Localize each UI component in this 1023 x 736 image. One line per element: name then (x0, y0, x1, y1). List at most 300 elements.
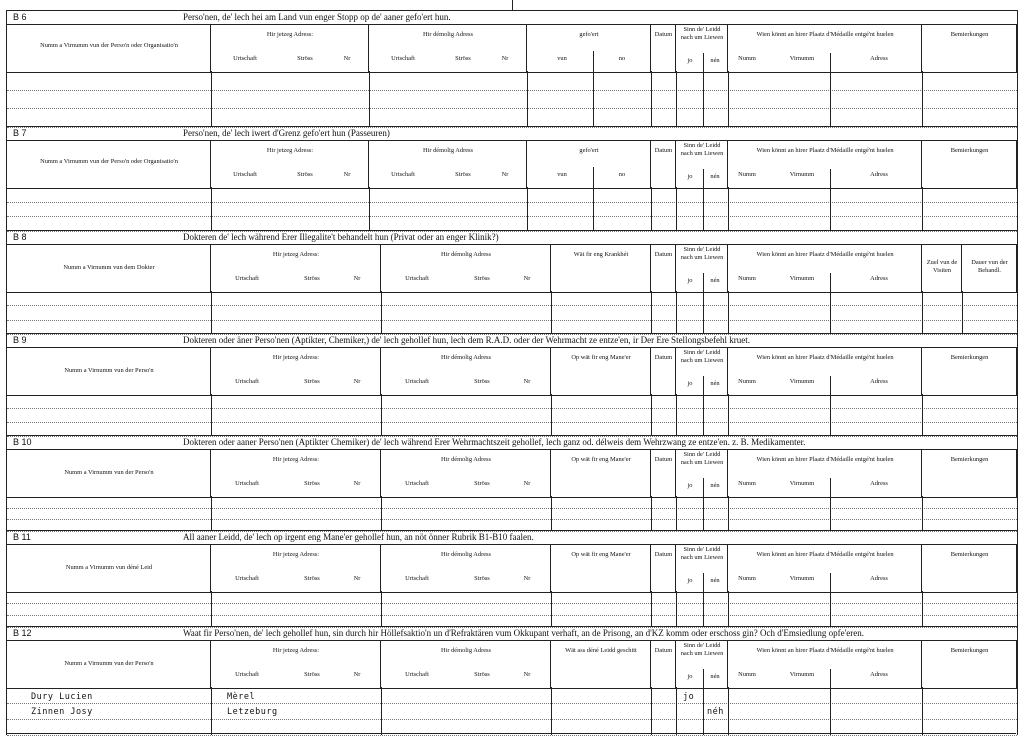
column-caption: Hir jetzeg Adress: (272, 647, 320, 654)
divider (703, 273, 704, 292)
street-label: Ströss (474, 275, 490, 282)
sheet-bottom-border (6, 733, 1016, 734)
column-rule (676, 496, 677, 531)
nr-label: Nr (501, 171, 509, 178)
column-sense (676, 545, 728, 592)
column-date (651, 545, 676, 592)
column-caption: Bemierkungen (950, 147, 989, 154)
nr-label: Nr (343, 171, 351, 178)
nr-label: Nr (353, 480, 361, 487)
column-sense (676, 348, 728, 395)
yes-label: jo (687, 57, 693, 64)
column-rule (728, 187, 729, 231)
medal-name-label: Numm (738, 575, 756, 582)
column-rule (922, 687, 923, 735)
column-rule (527, 71, 528, 127)
no-label: nén (710, 673, 720, 680)
column-cur (211, 25, 369, 72)
medal-name-label: Numm (738, 378, 756, 385)
column-rule (381, 394, 382, 436)
street-label: Ströss (304, 575, 320, 582)
divider (703, 478, 704, 497)
table-row (7, 687, 1017, 704)
column-caption: Sinn de' Leidd nach um Liewen (680, 546, 724, 561)
column-caption: Wien könnt an hirer Plaatz d'Médaille entgé'nt huelen (756, 31, 894, 38)
street-label: Ströss (474, 671, 490, 678)
column-rule (703, 394, 704, 436)
divider (593, 167, 594, 187)
column-rule (703, 71, 704, 127)
column-caption: Hir démolig Adress (440, 251, 492, 258)
column-caption: Wien könnt an hirer Plaatz d'Médaille entgé'nt huelen (756, 147, 894, 154)
section-header (7, 347, 1017, 396)
column-rule (551, 687, 552, 735)
column-rule (922, 291, 923, 334)
street-label: Ströss (304, 378, 320, 385)
column-mid (551, 450, 651, 497)
column-rule (211, 496, 212, 531)
nr-label: Nr (523, 275, 531, 282)
section-code: B 7 (13, 128, 27, 138)
column-cur (211, 450, 381, 497)
nr-label: Nr (523, 480, 531, 487)
column-rule (369, 71, 370, 127)
town-label: Urtschaft (235, 671, 259, 678)
column-rule (728, 496, 729, 531)
to-label: no (618, 171, 626, 178)
no-label: nén (710, 173, 720, 180)
column-rule (381, 591, 382, 627)
column-rule (703, 291, 704, 334)
column-rule (651, 591, 652, 627)
street-label: Ströss (474, 480, 490, 487)
divider (703, 376, 704, 395)
column-rule (211, 394, 212, 436)
nr-label: Nr (353, 378, 361, 385)
column-caption: Datum (654, 251, 673, 258)
medal-address-label: Adress (870, 671, 888, 678)
column-rule (651, 71, 652, 127)
column-cur (211, 545, 381, 592)
column-cur (211, 245, 381, 292)
column-date (651, 348, 676, 395)
medal-first-label: Virnumm (789, 378, 815, 385)
column-sense (676, 245, 728, 292)
entry-town: Mèrel (227, 692, 256, 702)
column-rule (830, 591, 831, 627)
section-b12 (6, 626, 1018, 735)
column-date (651, 450, 676, 497)
column-caption: Hir jetzeg Adress: (266, 31, 314, 38)
column-old (381, 641, 551, 688)
column-rem (922, 641, 1017, 688)
column-rem (922, 141, 1017, 188)
table-row (7, 291, 1017, 306)
section-b7 (6, 126, 1018, 231)
no-label: nén (710, 380, 720, 387)
column-stay (527, 141, 651, 188)
medal-name-label: Numm (738, 275, 756, 282)
column-cur (211, 641, 381, 688)
column-visits (922, 245, 962, 292)
column-rule (211, 71, 212, 127)
medal-first-label: Virnumm (789, 55, 815, 62)
section-title: Dokteren de' lech während Erer Illegalite't behandelt hun (Privat oder an enger Klinik?) (183, 232, 499, 242)
column-caption: Wien könnt an hirer Plaatz d'Médaille entgé'nt huelen (756, 551, 894, 558)
column-caption: Bemierkungen (950, 354, 989, 361)
nr-label: Nr (353, 275, 361, 282)
street-label: Ströss (297, 55, 313, 62)
town-label: Urtschaft (235, 575, 259, 582)
column-date (651, 141, 676, 188)
column-caption: Hir démolig Adress (440, 456, 492, 463)
column-rule (728, 71, 729, 127)
section-b8 (6, 230, 1018, 334)
column-rem (922, 450, 1017, 497)
column-caption: Numm a Virnumm vun der Perso'n oder Organisatio'n (40, 42, 178, 49)
medal-first-label: Virnumm (789, 171, 815, 178)
medal-name-label: Numm (738, 671, 756, 678)
column-rule (703, 496, 704, 531)
town-label: Urtschaft (235, 480, 259, 487)
divider (830, 669, 831, 688)
medal-first-label: Virnumm (789, 671, 815, 678)
column-caption: Op wät fir eng Mane'er (571, 456, 631, 463)
table-row (7, 71, 1017, 91)
column-caption: Hir démolig Adress (422, 31, 474, 38)
column-name (7, 545, 211, 592)
column-rule (676, 187, 677, 231)
column-rem (922, 348, 1017, 395)
divider (830, 573, 831, 592)
entry-yes: jo (683, 692, 695, 702)
column-caption: Datum (654, 551, 673, 558)
section-rows (7, 71, 1017, 127)
street-label: Ströss (474, 575, 490, 582)
column-medal (728, 545, 922, 592)
column-rule (676, 394, 677, 436)
column-rule (381, 496, 382, 531)
column-mid (551, 545, 651, 592)
section-rows (7, 687, 1017, 735)
entry-no: néh (707, 707, 724, 717)
table-row (7, 202, 1017, 218)
column-rule (651, 687, 652, 735)
divider (830, 376, 831, 395)
table-row (7, 187, 1017, 203)
column-name (7, 245, 211, 292)
to-label: no (618, 55, 626, 62)
column-rule (593, 71, 594, 127)
column-caption: Numm a Virnumm vun der Perso'n (64, 367, 154, 374)
column-caption: Numm a Virnumm vun dem Dokter (63, 264, 155, 271)
divider (703, 669, 704, 688)
table-row (7, 394, 1017, 409)
column-caption: Hir jetzeg Adress: (272, 456, 320, 463)
column-rule (703, 687, 704, 735)
section-rows (7, 496, 1017, 531)
entry-town: Letzeburg (227, 707, 278, 717)
medal-address-label: Adress (870, 55, 888, 62)
section-title: Perso'nen, de' lech hei am Land vun enger Stopp op de' aaner gefo'ert hun. (183, 12, 451, 22)
town-label: Urtschaft (233, 55, 257, 62)
column-old (369, 25, 527, 72)
medal-address-label: Adress (870, 171, 888, 178)
divider (830, 53, 831, 72)
column-rule (651, 496, 652, 531)
column-caption: Hir jetzeg Adress: (272, 251, 320, 258)
table-row (7, 703, 1017, 720)
column-caption: Sinn de' Leidd nach um Liewen (680, 451, 724, 466)
column-rule (728, 291, 729, 334)
street-label: Ströss (304, 275, 320, 282)
section-header (7, 640, 1017, 689)
column-medal (728, 641, 922, 688)
column-caption: Datum (654, 456, 673, 463)
section-code: B 11 (13, 532, 31, 542)
column-old (381, 245, 551, 292)
column-caption: Wien könnt an hirer Plaatz d'Médaille entgé'nt huelen (756, 251, 894, 258)
column-caption: Hir démolig Adress (440, 647, 492, 654)
table-row (7, 408, 1017, 423)
column-sense (676, 450, 728, 497)
section-b6 (6, 10, 1018, 127)
section-title: Perso'nen, de' lech iwert d'Grenz gefo'ert hun (Passeuren) (183, 128, 390, 138)
section-header (7, 244, 1017, 293)
column-rule (728, 687, 729, 735)
column-rule (381, 291, 382, 334)
section-rows (7, 394, 1017, 436)
column-rule (651, 394, 652, 436)
column-caption: Bemierkungen (950, 647, 989, 654)
column-rule (676, 71, 677, 127)
column-stay (527, 25, 651, 72)
nr-label: Nr (523, 378, 531, 385)
column-mid (551, 348, 651, 395)
column-caption: Op wät fir eng Mane'er (571, 551, 631, 558)
divider (703, 169, 704, 188)
column-caption: Numm a Virnumm vun der Perso'n oder Organisatio'n (40, 158, 178, 165)
nr-label: Nr (523, 671, 531, 678)
section-rows (7, 187, 1017, 231)
street-label: Ströss (304, 671, 320, 678)
column-caption: gefo'ert (579, 147, 599, 154)
section-b9 (6, 333, 1018, 436)
column-dur (962, 245, 1017, 292)
column-ill (551, 245, 651, 292)
no-label: nén (710, 482, 720, 489)
column-caption: Datum (654, 147, 673, 154)
column-caption: gefo'ert (579, 31, 599, 38)
column-rule (922, 496, 923, 531)
section-code: B 12 (13, 628, 32, 638)
nr-label: Nr (523, 575, 531, 582)
street-label: Ströss (455, 171, 471, 178)
section-title: Waat fir Perso'nen, de' lech gehollef hun, sin durch hir Höllefsaktio'n un d'Refraktären vum Okkupant verhaft, an de Prisong, an d'KZ komm oder erschoss gin? Och d'Emsiedlung opfe'eren. (183, 628, 864, 638)
column-rule (651, 291, 652, 334)
column-caption: Hir démolig Adress (440, 551, 492, 558)
table-row (7, 305, 1017, 320)
no-label: nén (710, 577, 720, 584)
column-rule (211, 291, 212, 334)
street-label: Ströss (455, 55, 471, 62)
column-rule (551, 394, 552, 436)
column-old (381, 348, 551, 395)
town-label: Urtschaft (405, 671, 429, 678)
column-rule (211, 591, 212, 627)
divider (830, 273, 831, 292)
column-rule (211, 187, 212, 231)
column-rule (728, 394, 729, 436)
column-rule (676, 591, 677, 627)
section-b11 (6, 530, 1018, 627)
section-code: B 8 (13, 232, 27, 242)
divider (703, 53, 704, 72)
column-caption: Op wät fir eng Mane'er (571, 354, 631, 361)
column-rule (922, 187, 923, 231)
column-medal (728, 450, 922, 497)
column-rule (830, 496, 831, 531)
column-caption: Numm a Virnumm vun der Perso'n (64, 660, 154, 667)
medal-first-label: Virnumm (789, 575, 815, 582)
column-rule (703, 187, 704, 231)
column-date (651, 641, 676, 688)
town-label: Urtschaft (235, 275, 259, 282)
column-medal (728, 141, 922, 188)
yes-label: jo (687, 277, 693, 284)
section-code: B 10 (13, 437, 32, 447)
column-caption: Hir démolig Adress (440, 354, 492, 361)
column-caption: Sinn de' Leidd nach um Liewen (680, 246, 724, 261)
column-name (7, 641, 211, 688)
section-b10 (6, 435, 1018, 531)
column-rule (369, 187, 370, 231)
column-caption: Datum (654, 31, 673, 38)
column-caption: Bemierkungen (950, 456, 989, 463)
town-label: Urtschaft (405, 378, 429, 385)
nr-label: Nr (501, 55, 509, 62)
divider (703, 573, 704, 592)
column-rule (551, 591, 552, 627)
column-rule (922, 591, 923, 627)
column-rule (676, 291, 677, 334)
column-caption: Wien könnt an hirer Plaatz d'Médaille entgé'nt huelen (756, 647, 894, 654)
column-caption: Hir jetzeg Adress: (272, 354, 320, 361)
column-sense (676, 25, 728, 72)
column-caption: Wät ass déné Leidd geschitt (565, 647, 637, 654)
medal-address-label: Adress (870, 275, 888, 282)
column-caption: Datum (654, 354, 673, 361)
top-tick-mark (512, 0, 513, 10)
column-caption: Hir démolig Adress (422, 147, 474, 154)
column-caption: Bemierkungen (950, 551, 989, 558)
column-caption: Wien könnt an hirer Plaatz d'Médaille entgé'nt huelen (756, 354, 894, 361)
medal-first-label: Virnumm (789, 480, 815, 487)
medal-address-label: Adress (870, 575, 888, 582)
column-rule (922, 71, 923, 127)
column-rule (962, 291, 963, 334)
medal-name-label: Numm (738, 55, 756, 62)
column-caption: Sinn de' Leidd nach um Liewen (680, 142, 724, 157)
column-rule (211, 687, 212, 735)
column-rule (651, 187, 652, 231)
column-rule (728, 591, 729, 627)
town-label: Urtschaft (405, 480, 429, 487)
yes-label: jo (687, 673, 693, 680)
column-caption: Zuel vun de Visiten (926, 259, 958, 274)
column-date (651, 245, 676, 292)
column-caption: Bemierkungen (950, 31, 989, 38)
column-rule (830, 687, 831, 735)
street-label: Ströss (297, 171, 313, 178)
section-title: Dokteren oder aaner Perso'nen (Aptikter Chemiker) de' lech während Erer Wehrmachtszeit gehollef, lech ganz od. délweis dem Wehrzwang ze entze'en. z. B. Medikamenter. (183, 437, 806, 447)
yes-label: jo (687, 380, 693, 387)
column-rule (381, 687, 382, 735)
column-rule (676, 687, 677, 735)
section-header (7, 24, 1017, 73)
column-caption: Sinn de' Leidd nach um Liewen (680, 349, 724, 364)
column-name (7, 450, 211, 497)
column-old (369, 141, 527, 188)
yes-label: jo (687, 577, 693, 584)
section-title: All aaner Leidd, de' lech op irgent eng Mane'er gehollef hun, an nöt önner Rubrik B1-B10 faalen. (183, 532, 534, 542)
section-rows (7, 591, 1017, 627)
entry-name: Zinnen Josy (31, 707, 93, 717)
column-rule (703, 591, 704, 627)
from-label: vun (557, 171, 567, 178)
column-mid (551, 641, 651, 688)
column-name (7, 25, 211, 72)
column-rule (830, 187, 831, 231)
town-label: Urtschaft (405, 575, 429, 582)
medal-first-label: Virnumm (789, 275, 815, 282)
column-caption: Hir jetzeg Adress: (272, 551, 320, 558)
column-rule (830, 394, 831, 436)
medal-address-label: Adress (870, 378, 888, 385)
column-old (381, 450, 551, 497)
from-label: vun (557, 55, 567, 62)
column-date (651, 25, 676, 72)
column-rule (551, 496, 552, 531)
section-header (7, 140, 1017, 189)
nr-label: Nr (343, 55, 351, 62)
column-medal (728, 25, 922, 72)
medal-name-label: Numm (738, 171, 756, 178)
street-label: Ströss (474, 378, 490, 385)
nr-label: Nr (353, 575, 361, 582)
column-rem (922, 25, 1017, 72)
street-label: Ströss (304, 480, 320, 487)
column-sense (676, 641, 728, 688)
section-rows (7, 291, 1017, 334)
column-caption: Dauer vun der Behandl. (971, 259, 1008, 274)
yes-label: jo (687, 173, 693, 180)
no-label: nén (710, 277, 720, 284)
column-name (7, 141, 211, 188)
form-sheet (6, 10, 1016, 734)
divider (830, 169, 831, 188)
yes-label: jo (687, 482, 693, 489)
medal-address-label: Adress (870, 480, 888, 487)
column-caption: Hir jetzeg Adress: (266, 147, 314, 154)
section-header (7, 449, 1017, 498)
town-label: Urtschaft (391, 55, 415, 62)
column-rule (830, 71, 831, 127)
town-label: Urtschaft (233, 171, 257, 178)
entry-name: Dury Lucien (31, 692, 93, 702)
column-cur (211, 141, 369, 188)
column-old (381, 545, 551, 592)
